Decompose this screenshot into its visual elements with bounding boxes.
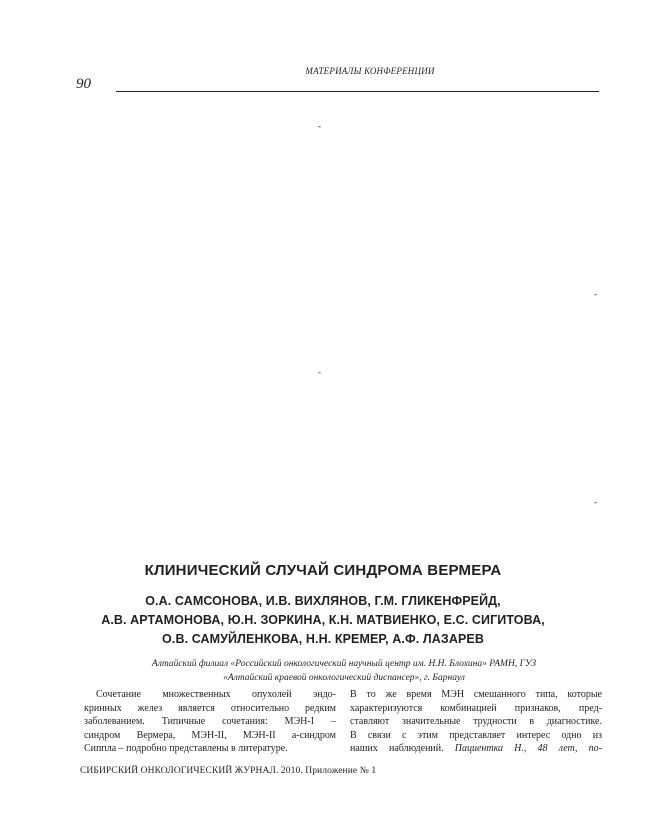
affiliation-line: «Алтайский краевой онкологический диспансер», г. Барнаул xyxy=(223,673,465,683)
journal-footer: СИБИРСКИЙ ОНКОЛОГИЧЕСКИЙ ЖУРНАЛ. 2010. Приложение № 1 xyxy=(80,766,377,776)
affiliation xyxy=(84,657,604,685)
body-line-start: наших наблюдений. xyxy=(350,743,444,755)
affiliation-line: Алтайский филиал «Российский онкологический научный центр им. Н.Н. Блохина» РАМН, ГУЗ xyxy=(151,659,537,669)
body-line-italic: Пациентка Н., 48 лет, по- xyxy=(443,743,602,755)
stray-mark: - xyxy=(594,497,597,507)
stray-mark: - xyxy=(318,121,321,131)
body-line: характеризуются комбинацией признаков, пред- xyxy=(350,702,602,714)
body-line: ставляют значительные трудности в диагностике. xyxy=(350,716,602,728)
stray-mark: - xyxy=(594,289,597,299)
author-line: А.В. АРТАМОНОВА, Ю.Н. ЗОРКИНА, К.Н. МАТВИЕНКО, Е.С. СИГИТОВА, xyxy=(101,613,545,627)
header-rule xyxy=(116,91,599,92)
body-line xyxy=(350,742,602,756)
article-title: КЛИНИЧЕСКИЙ СЛУЧАЙ СИНДРОМА ВЕРМЕРА xyxy=(144,562,502,579)
body-line: синдром Вермера, МЭН-II, МЭН-II а-синдром xyxy=(84,729,336,741)
body-line: В связи с этим представляет интерес одно из xyxy=(350,729,602,741)
body-line: заболеванием. Типичные сочетания: МЭН-I – xyxy=(84,716,336,728)
author-line: О.В. САМУЙЛЕНКОВА, Н.Н. КРЕМЕР, А.Ф. ЛАЗАРЕВ xyxy=(162,632,484,646)
body-line: кринных желез является относительно редким xyxy=(84,702,336,714)
body-line: Сочетание множественных опухолей эндо- xyxy=(96,689,336,700)
body-line: В то же время МЭН смешанного типа, которые xyxy=(350,689,602,700)
body-line: Сиппла – подробно представлены в литературе. xyxy=(84,743,288,755)
stray-mark: - xyxy=(318,367,321,377)
author-list xyxy=(0,592,646,649)
page-number: 90 xyxy=(76,76,91,92)
author-line: О.А. САМСОНОВА, И.В. ВИХЛЯНОВ, Г.М. ГЛИКЕНФРЕЙД, xyxy=(145,594,501,608)
running-head: МАТЕРИАЛЫ КОНФЕРЕНЦИИ xyxy=(305,66,435,76)
body-column-left xyxy=(84,688,336,756)
body-column-right xyxy=(350,688,602,756)
